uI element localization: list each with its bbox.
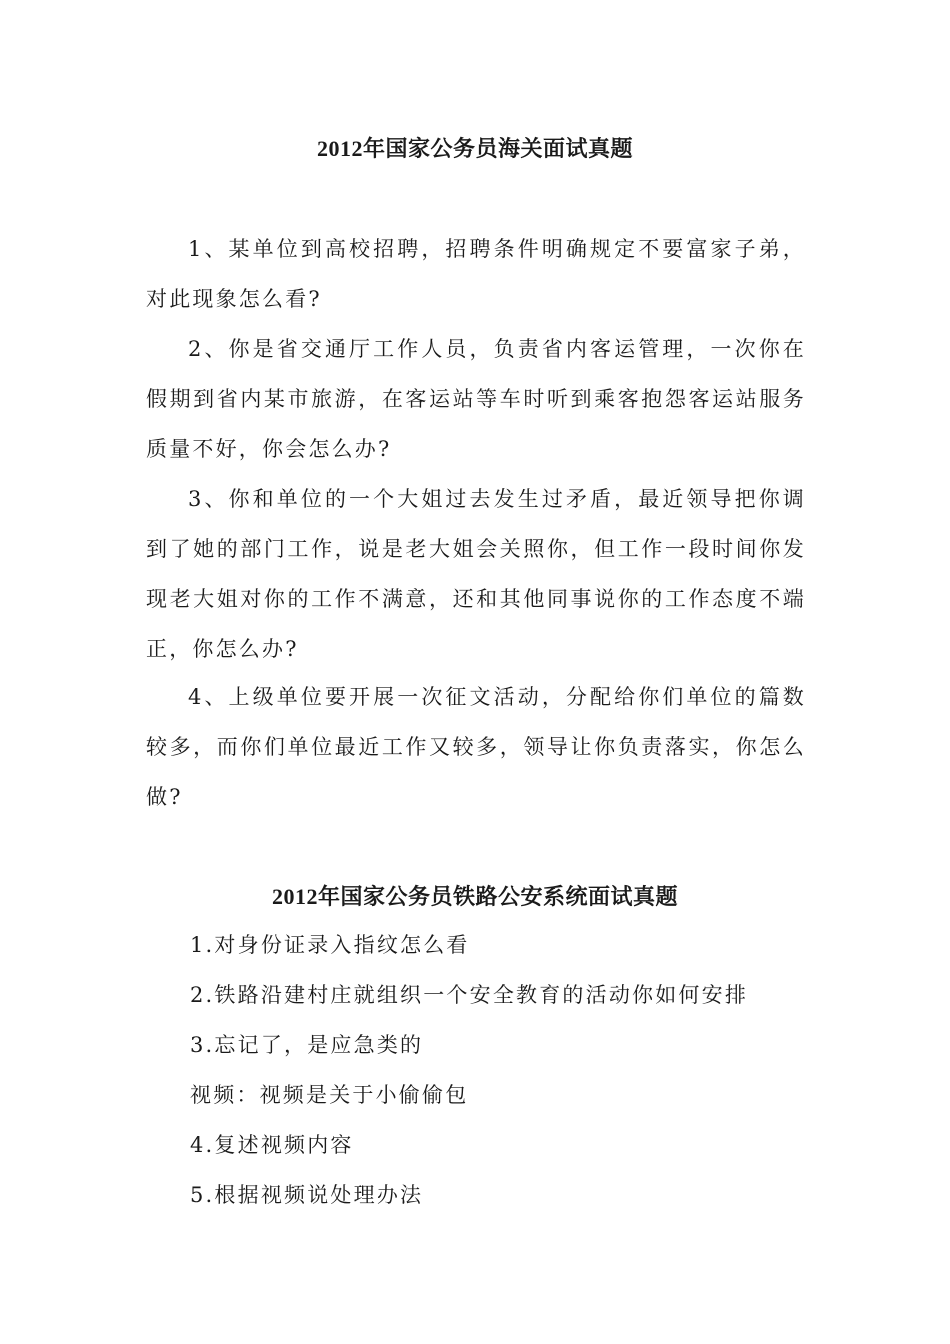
list-item: 1.对身份证录入指纹怎么看 <box>190 933 470 957</box>
question-paragraph: 2、你是省交通厅工作人员，负责省内客运管理，一次你在假期到省内某市旅游，在客运站等车时听到乘客抱怨客运站服务质量不好，你会怎么办? <box>146 337 806 461</box>
list-item: 4.复述视频内容 <box>190 1133 354 1157</box>
list-item: 视频：视频是关于小偷偷包 <box>190 1083 469 1107</box>
question-paragraph: 4、上级单位要开展一次征文活动，分配给你们单位的篇数较多，而你们单位最近工作又较多，领导让你负责落实，你怎么做? <box>146 685 806 809</box>
section-title-customs: 2012年国家公务员海关面试真题 <box>316 136 633 161</box>
list-item: 2.铁路沿建村庄就组织一个安全教育的活动你如何安排 <box>190 983 749 1007</box>
section-title-railway-police: 2012年国家公务员铁路公安系统面试真题 <box>271 884 678 909</box>
list-item: 3.忘记了，是应急类的 <box>190 1033 424 1057</box>
list-item: 5.根据视频说处理办法 <box>190 1183 424 1207</box>
question-paragraph: 3、你和单位的一个大姐过去发生过矛盾，最近领导把你调到了她的部门工作，说是老大姐会关照你，但工作一段时间你发现老大姐对你的工作不满意，还和其他同事说你的工作态度不端正，你怎么办? <box>146 487 806 661</box>
question-paragraph: 1、某单位到高校招聘，招聘条件明确规定不要富家子弟，对此现象怎么看? <box>146 237 806 311</box>
